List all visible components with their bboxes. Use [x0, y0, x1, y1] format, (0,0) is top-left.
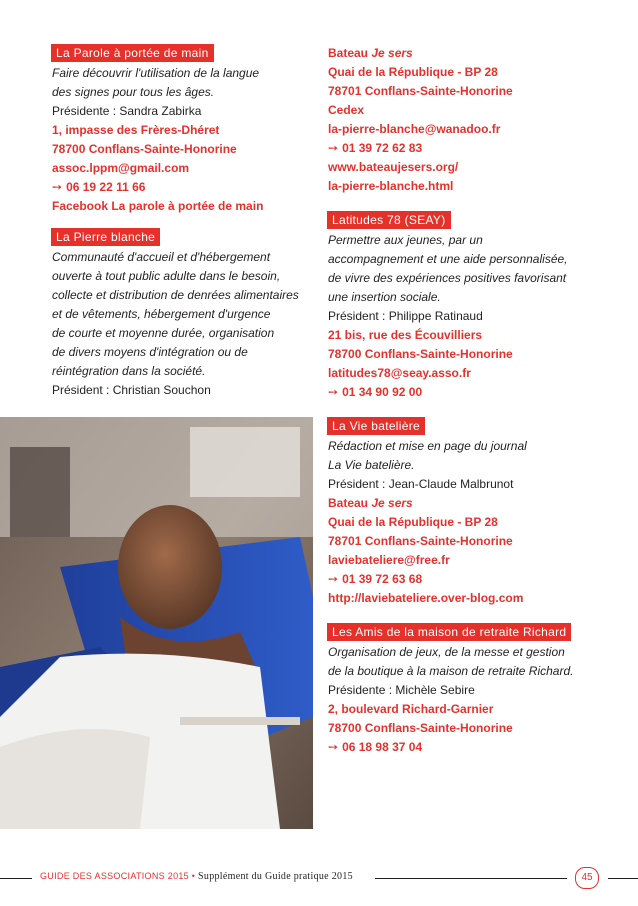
- web-link[interactable]: http://laviebateliere.over-blog.com: [328, 591, 524, 605]
- entry-amis-maison-retraite: [328, 623, 598, 757]
- president: Présidente : Sandra Zabirka: [52, 104, 202, 118]
- address-line: 78700 Conflans-Sainte-Honorine: [328, 721, 513, 735]
- right-column: [328, 44, 598, 769]
- page-number: 45: [575, 867, 599, 889]
- phone-arrow-icon: ➙: [328, 572, 339, 586]
- description-line: Communauté d'accueil et d'hébergement: [52, 250, 271, 264]
- address-line: Quai de la République - BP 28: [328, 515, 498, 529]
- address-line: 1, impasse des Frères-Dhéret: [52, 123, 220, 137]
- section-tag: Latitudes 78 (SEAY): [327, 211, 451, 229]
- phone-number[interactable]: 06 19 22 11 66: [66, 180, 146, 194]
- description-line: Permettre aux jeunes, par un: [328, 233, 483, 247]
- phone-line: [328, 738, 598, 757]
- phone-arrow-icon: ➙: [328, 740, 339, 754]
- phone-number[interactable]: 01 39 72 63 68: [342, 572, 423, 586]
- phone-number[interactable]: 01 34 90 92 00: [342, 385, 423, 399]
- description-line: Faire découvrir l'utilisation de la langue: [52, 66, 260, 80]
- description-line: Organisation de jeux, de la messe et gestion: [328, 645, 565, 659]
- description-line: accompagnement et une aide personnalisée,: [328, 252, 568, 266]
- entry-pierre-blanche: [52, 228, 310, 400]
- address-line: 78700 Conflans-Sainte-Honorine: [52, 142, 237, 156]
- phone-arrow-icon: ➙: [52, 180, 63, 194]
- phone-arrow-icon: ➙: [328, 385, 339, 399]
- address-line: 78700 Conflans-Sainte-Honorine: [328, 347, 513, 361]
- left-column: [52, 44, 310, 412]
- entry-la-parole: [52, 44, 310, 216]
- email-link[interactable]: laviebateliere@free.fr: [328, 553, 450, 567]
- description-line: de courte et moyenne durée, organisation: [52, 326, 275, 340]
- email-link[interactable]: assoc.lppm@gmail.com: [52, 161, 190, 175]
- description-line: La Vie batelière.: [328, 458, 415, 472]
- footer-rule: [608, 878, 638, 879]
- description-line: ouverte à tout public adulte dans le besoin,: [52, 269, 281, 283]
- president: Président : Christian Souchon: [52, 383, 211, 397]
- address-line: 21 bis, rue des Écouvilliers: [328, 328, 483, 342]
- facebook-link[interactable]: Facebook La parole à portée de main: [52, 199, 264, 213]
- description-line: de vivre des expériences positives favorisant: [328, 271, 567, 285]
- boat-prefix: Bateau: [328, 46, 372, 60]
- page-footer: [0, 866, 638, 890]
- footer-guide-title: GUIDE DES ASSOCIATIONS 2015 •: [40, 871, 196, 881]
- phone-number[interactable]: 01 39 72 62 83: [342, 141, 423, 155]
- address-line: Cedex: [328, 103, 365, 117]
- description-line: et de vêtements, hébergement d'urgence: [52, 307, 271, 321]
- president: Président : Philippe Ratinaud: [328, 309, 483, 323]
- footer-text: [40, 871, 353, 882]
- address-line: 2, boulevard Richard-Garnier: [328, 702, 494, 716]
- email-link[interactable]: la-pierre-blanche@wanadoo.fr: [328, 122, 501, 136]
- boat-name: Je sers: [371, 46, 413, 60]
- description-line: une insertion sociale.: [328, 290, 441, 304]
- boat-name-line: [328, 494, 598, 513]
- description-line: des signes pour tous les âges.: [52, 85, 215, 99]
- phone-line: [52, 178, 310, 197]
- president: Présidente : Michèle Sebire: [328, 683, 475, 697]
- description-line: collecte et distribution de denrées alimentaires: [52, 288, 299, 302]
- section-tag: La Vie batelière: [327, 417, 425, 435]
- section-tag: La Pierre blanche: [51, 228, 160, 246]
- entry-vie-bateliere: [328, 417, 598, 608]
- boat-name: Je sers: [371, 496, 413, 510]
- boat-name-line: [328, 44, 598, 63]
- entry-pierre-blanche-contact: [328, 44, 598, 196]
- phone-line: [328, 383, 598, 402]
- phone-line: [328, 139, 598, 158]
- description-line: réintégration dans la société.: [52, 364, 206, 378]
- address-line: 78701 Conflans-Sainte-Honorine: [328, 84, 513, 98]
- entry-latitudes-78: [328, 211, 598, 402]
- photo-blood-donor: [0, 417, 313, 829]
- photo-illustration: [0, 417, 313, 829]
- footer-rule: [0, 878, 32, 879]
- email-link[interactable]: latitudes78@seay.asso.fr: [328, 366, 471, 380]
- footer-rule: [375, 878, 567, 879]
- description-line: de la boutique à la maison de retraite Richard.: [328, 664, 574, 678]
- section-tag: La Parole à portée de main: [51, 44, 214, 62]
- phone-line: [328, 570, 598, 589]
- phone-arrow-icon: ➙: [328, 141, 339, 155]
- address-line: 78701 Conflans-Sainte-Honorine: [328, 534, 513, 548]
- footer-supplement: Supplément du Guide pratique 2015: [198, 871, 353, 882]
- phone-number[interactable]: 06 18 98 37 04: [342, 740, 423, 754]
- president: Président : Jean-Claude Malbrunot: [328, 477, 514, 491]
- web-link[interactable]: www.bateaujesers.org/: [328, 160, 459, 174]
- address-line: Quai de la République - BP 28: [328, 65, 498, 79]
- description-line: de divers moyens d'intégration ou de: [52, 345, 248, 359]
- web-link[interactable]: la-pierre-blanche.html: [328, 179, 454, 193]
- boat-prefix: Bateau: [328, 496, 372, 510]
- description-line: Rédaction et mise en page du journal: [328, 439, 527, 453]
- section-tag: Les Amis de la maison de retraite Richard: [327, 623, 571, 641]
